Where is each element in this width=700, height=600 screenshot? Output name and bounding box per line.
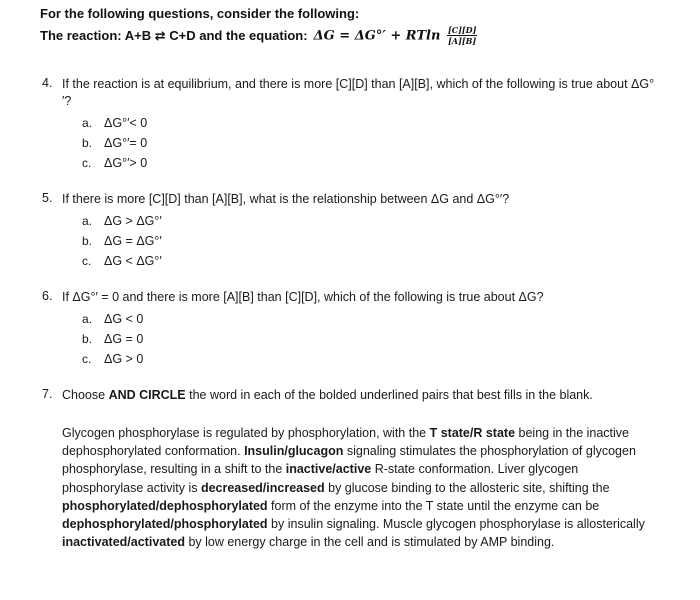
option-letter: a.	[82, 214, 93, 228]
paragraph-text: by insulin signaling. Muscle glycogen phosphorylase is allosterically	[267, 517, 645, 532]
option-text: ΔG > 0	[104, 352, 144, 366]
option-letter: c.	[82, 352, 92, 366]
reaction-heading	[40, 26, 477, 46]
option-text: ΔG°′> 0	[104, 156, 148, 170]
instruction-start: Choose	[62, 388, 109, 402]
option-letter: b.	[82, 136, 93, 150]
answer-options	[82, 211, 662, 271]
question-text: If ΔG°′ = 0 and there is more [A][B] than [C][D], which of the following is true about ΔG?	[62, 290, 544, 304]
answer-option-a[interactable]	[82, 309, 662, 329]
paragraph-text: by glucose binding to the allosteric site, shifting the	[324, 480, 610, 495]
question-5	[42, 191, 662, 271]
answer-option-a[interactable]	[82, 211, 662, 231]
bolded-choice-pair[interactable]: Insulin/glucagon	[244, 444, 344, 459]
question-number: 6.	[42, 289, 53, 303]
answer-option-a[interactable]	[82, 113, 662, 133]
option-letter: c.	[82, 254, 92, 268]
bolded-choice-pair[interactable]: phosphorylated/dephosphorylated	[62, 498, 268, 513]
question-6	[42, 289, 662, 369]
answer-option-b[interactable]	[82, 329, 662, 349]
question-number: 4.	[42, 76, 53, 90]
bolded-choice-pair[interactable]: decreased/increased	[200, 480, 325, 495]
glycogen-paragraph	[62, 424, 657, 551]
answer-option-c[interactable]	[82, 251, 662, 271]
equation-fraction	[447, 26, 477, 46]
free-energy-equation	[314, 26, 478, 46]
option-letter: c.	[82, 156, 92, 170]
option-text: ΔG°′< 0	[104, 116, 148, 130]
option-text: ΔG > ΔG°′	[104, 214, 162, 228]
question-4	[42, 76, 662, 173]
option-text: ΔG < 0	[104, 312, 144, 326]
instruction-emphasis: AND CIRCLE	[108, 388, 186, 402]
answer-option-c[interactable]	[82, 349, 662, 369]
answer-option-b[interactable]	[82, 133, 662, 153]
answer-option-c[interactable]	[82, 153, 662, 173]
bolded-choice-pair[interactable]: dephosphorylated/phosphorylated	[62, 517, 268, 532]
paragraph-text: Glycogen phosphorylase is regulated by phosphorylation, with the	[62, 426, 430, 440]
option-text: ΔG < ΔG°′	[104, 254, 162, 268]
intro-heading: For the following questions, consider the following:	[40, 6, 360, 21]
option-letter: a.	[82, 312, 93, 326]
paragraph-text: form of the enzyme into the T state until the enzyme can be	[267, 498, 600, 513]
bolded-choice-pair[interactable]: inactive/active	[285, 462, 372, 477]
instruction-end: the word in each of the bolded underlined pairs that best fills in the blank.	[185, 388, 593, 402]
question-text: If there is more [C][D] than [A][B], what is the relationship between ΔG and ΔG°′?	[62, 192, 510, 206]
paragraph-text: being in the inactive dephosphorylated conformation.	[62, 426, 630, 459]
reaction-label: The reaction: A+B ⇄ C+D and the equation:	[40, 28, 308, 43]
question-number: 5.	[42, 191, 53, 205]
equation-denominator: [A][B]	[448, 36, 477, 46]
option-text: ΔG = ΔG°′	[104, 234, 162, 248]
question-number: 7.	[42, 387, 53, 401]
question-7	[42, 387, 662, 404]
bolded-choice-pair[interactable]: T state/R state	[429, 426, 516, 440]
option-letter: b.	[82, 332, 93, 346]
answer-option-b[interactable]	[82, 231, 662, 251]
equation-numerator: [C][D]	[447, 25, 477, 35]
bolded-choice-pair[interactable]: inactivated/activated	[62, 535, 185, 550]
paragraph-text: by low energy charge in the cell and is stimulated by AMP binding.	[184, 535, 555, 550]
option-letter: a.	[82, 116, 93, 130]
answer-options	[82, 113, 662, 173]
paragraph-text: R-state conformation. Liver glycogen phosphorylase activity is	[62, 462, 579, 495]
answer-options	[82, 309, 662, 369]
option-letter: b.	[82, 234, 93, 248]
question-text	[62, 387, 662, 404]
option-text: ΔG°′= 0	[104, 136, 148, 150]
question-text: If the reaction is at equilibrium, and there is more [C][D] than [A][B], which of the following is true about ΔG°′?	[62, 77, 655, 108]
option-text: ΔG = 0	[104, 332, 144, 346]
paragraph-text: signaling stimulates the phosphorylation of glycogen phosphorylase, resulting in a shift to the	[62, 444, 636, 477]
equation-main: ΔG = ΔG°′ + RTln	[313, 28, 441, 44]
